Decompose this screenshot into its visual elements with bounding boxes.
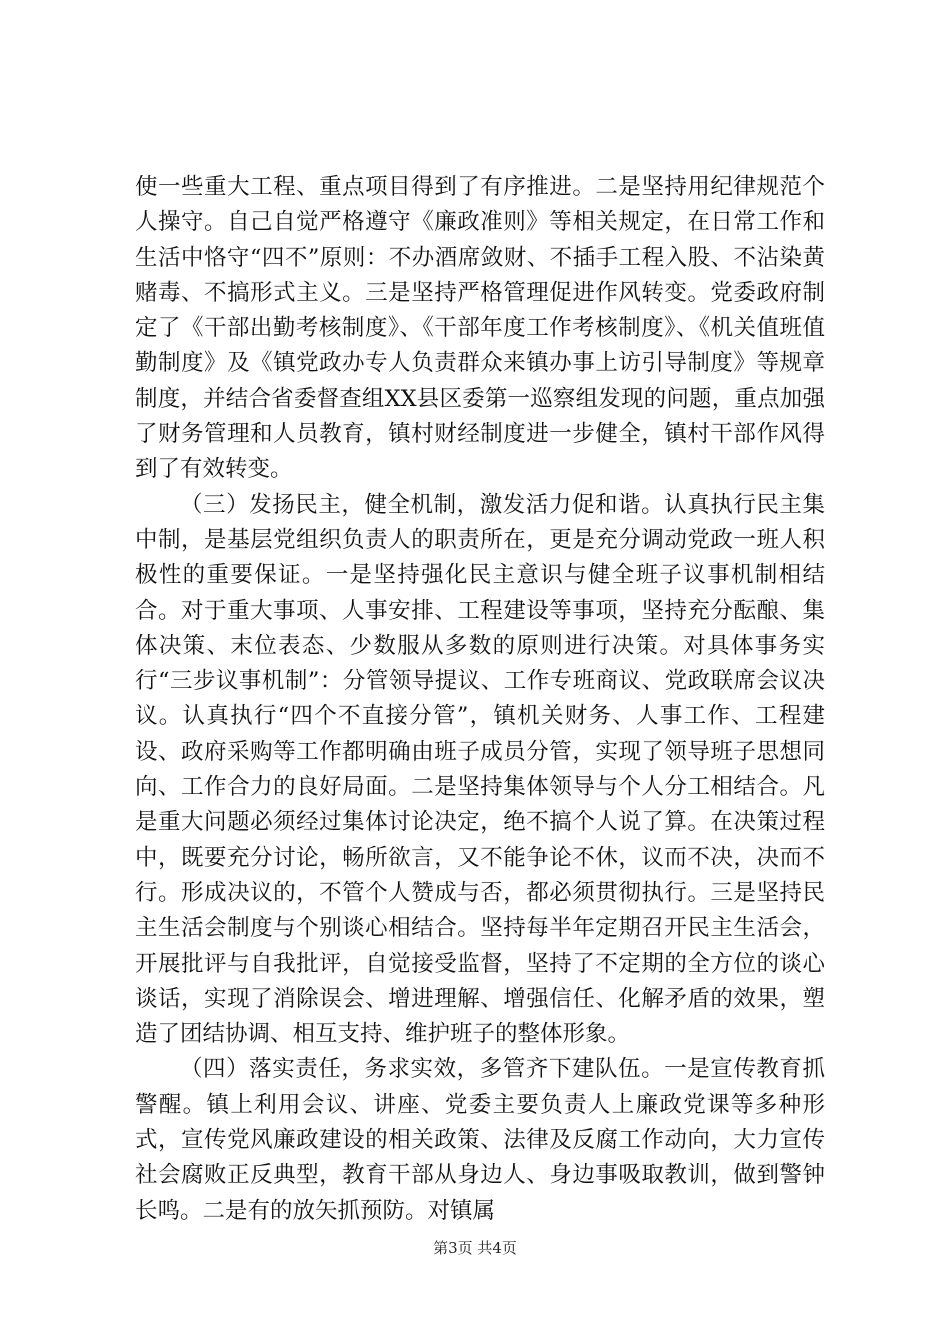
paragraph-section-three: （三）发扬民主，健全机制，激发活力促和谐。认真执行民主集中制，是基层党组织负责人的职责所在，更是充分调动党政一班人积极性的重要保证。一是坚持强化民主意识与健全班子议事机制相结合。对于重大事项、人事安排、工程建设等事项，坚持充分酝酿、集体决策、末位表态、少数服从多数的原则进行决策。对具体事务实行“三步议事机制”：分管领导提议、工作专班商议、党政联席会议决议。认真执行“四个不直接分管”，镇机关财务、人事工作、工程建设、政府采购等工作都明确由班子成员分管，实现了领导班子思想同向、工作合力的良好局面。二是坚持集体领导与个人分工相结合。凡是重大问题必须经过集体讨论决定，绝不搞个人说了算。在决策过程中，既要充分讨论，畅所欲言，又不能争论不休，议而不决，决而不行。形成决议的，不管个人赞成与否，都必须贯彻执行。三是坚持民主生活会制度与个别谈心相结合。坚持每半年定期召开民主生活会，开展批评与自我批评，自觉接受监督，坚持了不定期的全方位的谈心谈话，实现了消除误会、增进理解、增强信任、化解矛盾的效果，塑造了团结协调、相互支持、维护班子的整体形象。 — [135, 491, 825, 1048]
page-footer: 第3页 共4页 — [433, 1239, 517, 1257]
document-body — [135, 170, 825, 1229]
paragraph-continuation: 使一些重大工程、重点项目得到了有序推进。二是坚持用纪律规范个人操守。自己自觉严格遵守《廉政准则》等相关规定，在日常工作和生活中恪守“四不”原则：不办酒席敛财、不插手工程入股、不沾染黄赌毒、不搞形式主义。三是坚持严格管理促进作风转变。党委政府制定了《干部出勤考核制度》、《干部年度工作考核制度》、《机关值班值勤制度》及《镇党政办专人负责群众来镇办事上访引导制度》等规章制度，并结合省委督查组XX县区委第一巡察组发现的问题，重点加强了财务管理和人员教育，镇村财经制度进一步健全，镇村干部作风得到了有效转变。 — [135, 174, 825, 483]
paragraph-section-four: （四）落实责任，务求实效，多管齐下建队伍。一是宣传教育抓警醒。镇上利用会议、讲座、党委主要负责人上廉政党课等多种形式，宣传党风廉政建设的相关政策、法律及反腐工作动向，大力宣传社会腐败正反典型，教育干部从身边人、身边事吸取教训，做到警钟长鸣。二是有的放矢抓预防。对镇属 — [135, 1056, 825, 1224]
